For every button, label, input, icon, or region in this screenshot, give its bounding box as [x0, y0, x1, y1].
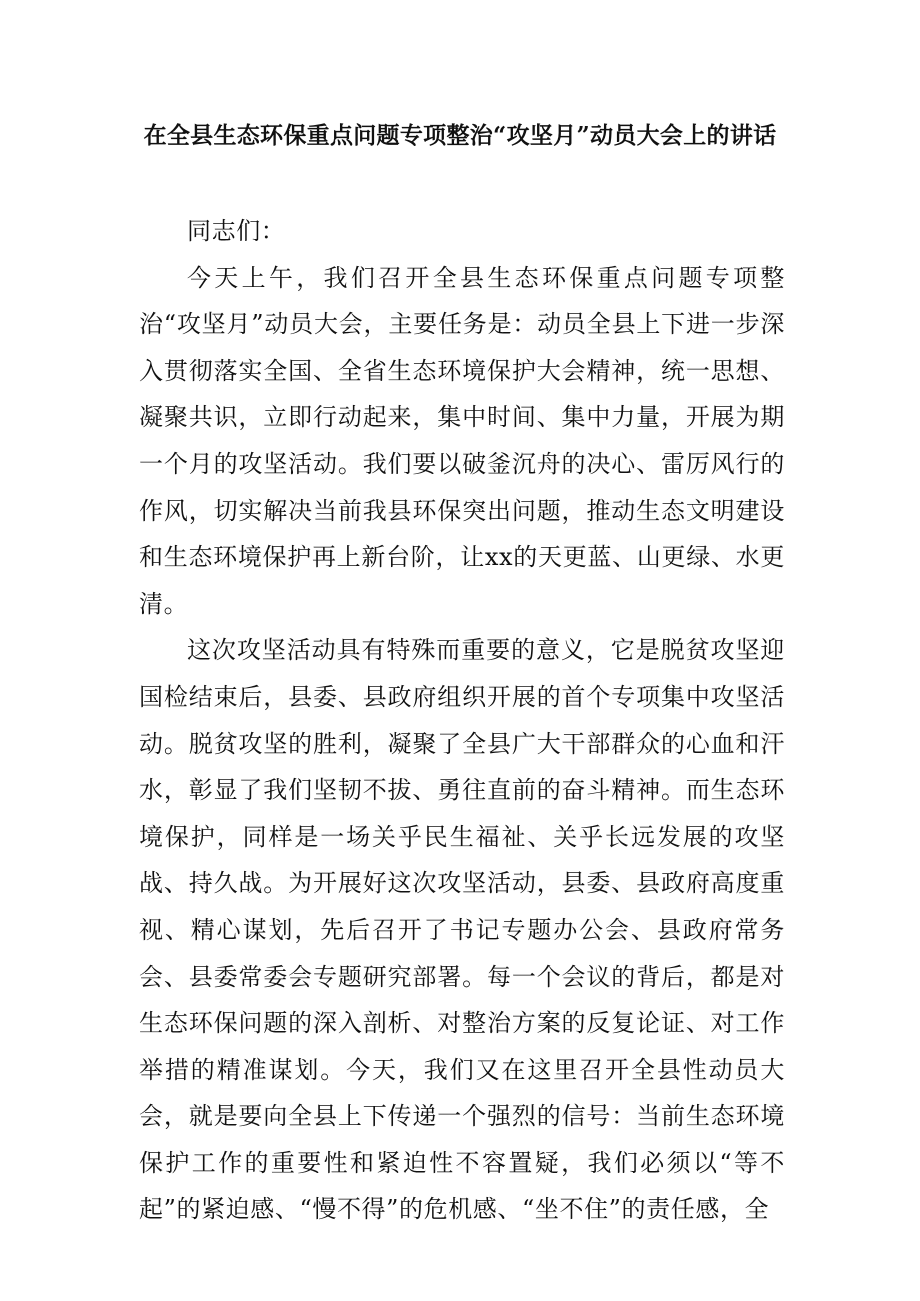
paragraph-1: 今天上午，我们召开全县生态环保重点问题专项整治“攻坚月”动员大会，主要任务是：动员全县上下进一步深入贯彻落实全国、全省生态环境保护大会精神，统一思想、凝聚共识，立即行动起来，集中时间、集中力量，开展为期一个月的攻坚活动。我们要以破釜沉舟的决心、雷厉风行的作风，切实解决当前我县环保突出问题，推动生态文明建设和生态环境保护再上新台阶，让xx的天更蓝、山更绿、水更清。 [139, 263, 785, 618]
document-title: 在全县生态环保重点问题专项整治“攻坚月”动员大会上的讲话 [143, 122, 777, 149]
paragraph-2: 这次攻坚活动具有特殊而重要的意义，它是脱贫攻坚迎国检结束后，县委、县政府组织开展的首个专项集中攻坚活动。脱贫攻坚的胜利，凝聚了全县广大干部群众的心血和汗水，彰显了我们坚韧不拔、勇往直前的奋斗精神。而生态环境保护，同样是一场关乎民生福祉、关乎长远发展的攻坚战、持久战。为开展好这次攻坚活动，县委、县政府高度重视、精心谋划，先后召开了书记专题办公会、县政府常务会、县委常委会专题研究部署。每一个会议的背后，都是对生态环保问题的深入剖析、对整治方案的反复论证、对工作举措的精准谋划。今天，我们又在这里召开全县性动员大会，就是要向全县上下传递一个强烈的信号：当前生态环境保护工作的重要性和紧迫性不容置疑，我们必须以“等不起”的紧迫感、“慢不得”的危机感、“坐不住”的责任感，全 [139, 636, 785, 1224]
document-body [139, 208, 785, 1233]
salutation: 同志们： [187, 217, 286, 245]
